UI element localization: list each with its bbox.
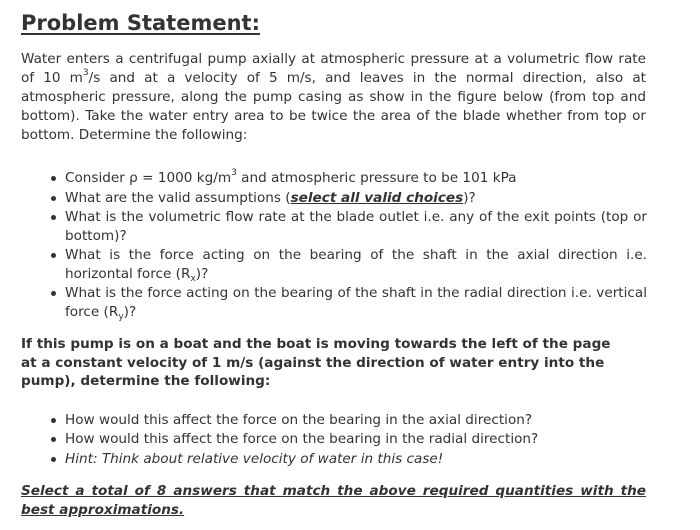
intro-text-2: /s and at a velocity of 5 m/s, and leaves in the normal direction, also at atmospheric pressure, along the pump casing as show in the figure below (from top and bottom). Take the water entry area to be twice the area of the blade whether from top or bottom. Determine the following:	[21, 70, 646, 143]
assumptions-text: What are the valid assumptions (	[65, 189, 291, 206]
list-item-hint: Hint: Think about relative velocity of water in this case!	[51, 450, 647, 469]
radial-force-subscript: y	[118, 311, 124, 322]
axial-force-subscript: x	[190, 273, 196, 284]
axial-force-text: What is the force acting on the bearing of the shaft in the axial direction i.e. horizontal force (R	[65, 247, 647, 282]
density-superscript: 3	[231, 168, 237, 178]
list-item-assumptions	[51, 189, 647, 208]
assumptions-text-end: )?	[463, 189, 476, 206]
intro-paragraph	[21, 50, 646, 145]
question-list	[51, 169, 647, 321]
radial-force-text: What is the force acting on the bearing of the shaft in the radial direction i.e. vertical force (R	[65, 285, 647, 320]
list-item-flow-rate: What is the volumetric flow rate at the blade outlet i.e. any of the exit points (top or bottom)?	[51, 208, 647, 245]
boat-question-list	[51, 411, 647, 469]
list-item-boat-axial: How would this affect the force on the bearing in the axial direction?	[51, 411, 647, 430]
density-text: Consider ρ = 1000 kg/m	[65, 170, 232, 186]
list-item-density	[51, 169, 647, 188]
final-instruction: Select a total of 8 answers that match the above required quantities with the best approximations.	[21, 483, 646, 518]
density-text-end: and atmospheric pressure to be 101 kPa	[236, 170, 517, 186]
problem-title: Problem Statement:	[21, 11, 260, 35]
boat-paragraph: If this pump is on a boat and the boat is moving towards the left of the page at a constant velocity of 1 m/s (against the direction of water entry into the pump), determine the following:	[21, 336, 611, 389]
list-item-axial-force	[51, 246, 647, 283]
axial-force-text-end: )?	[195, 265, 209, 282]
assumptions-emphasis: select all valid choices	[290, 189, 464, 206]
radial-force-text-end: )?	[123, 303, 137, 320]
list-item-radial-force	[51, 284, 647, 321]
intro-superscript: 3	[82, 68, 89, 78]
list-item-boat-radial: How would this affect the force on the bearing in the radial direction?	[51, 430, 647, 449]
intro-text-1: Water enters a centrifugal pump axially at atmospheric pressure at a volumetric flow rate of 10 m	[21, 51, 646, 86]
